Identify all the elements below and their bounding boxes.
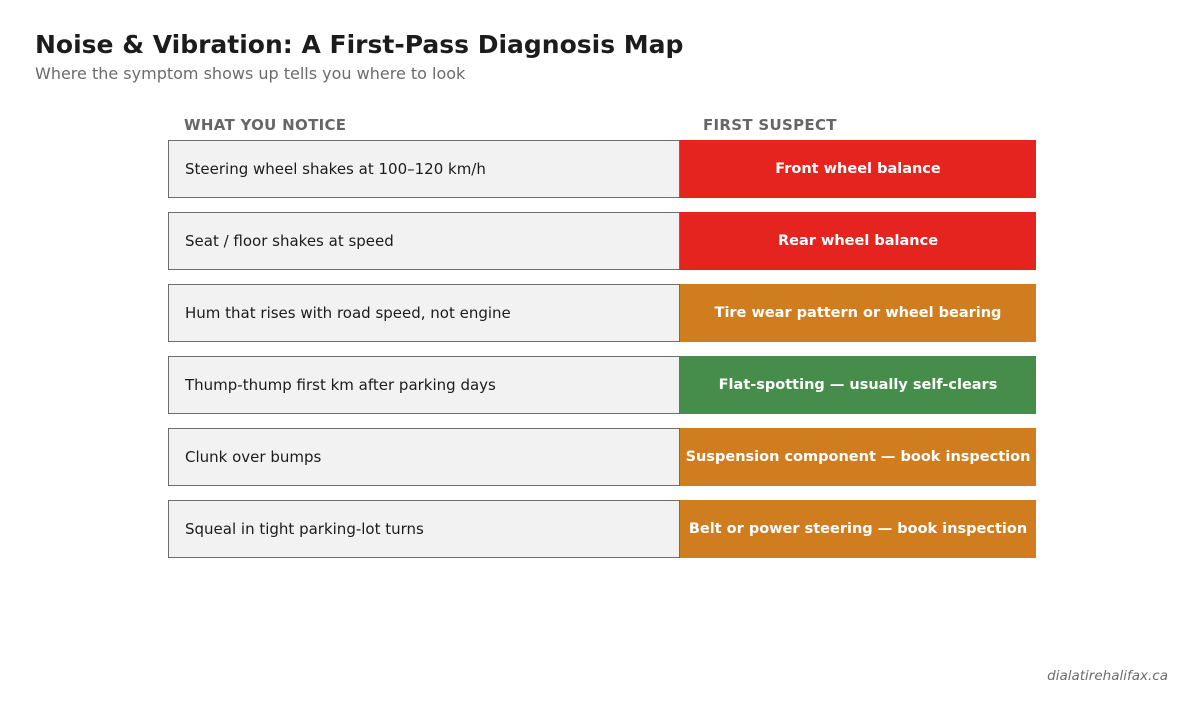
suspect-box: Flat-spotting — usually self-clears [680,356,1036,414]
diagnosis-row [168,284,1036,342]
diagnosis-row [168,212,1036,270]
symptom-box: Hum that rises with road speed, not engine [168,284,680,342]
diagnosis-row [168,428,1036,486]
column-header-symptom: WHAT YOU NOTICE [184,116,347,134]
diagnosis-map [168,140,1036,572]
suspect-box: Belt or power steering — book inspection [680,500,1036,558]
suspect-box: Front wheel balance [680,140,1036,198]
symptom-box: Steering wheel shakes at 100–120 km/h [168,140,680,198]
page-title: Noise & Vibration: A First-Pass Diagnosis Map [35,30,684,59]
diagnosis-row [168,140,1036,198]
diagnosis-row [168,500,1036,558]
suspect-box: Suspension component — book inspection [680,428,1036,486]
column-header-suspect: FIRST SUSPECT [703,116,837,134]
suspect-box: Rear wheel balance [680,212,1036,270]
symptom-box: Seat / floor shakes at speed [168,212,680,270]
page-subtitle: Where the symptom shows up tells you where to look [35,64,466,83]
symptom-box: Clunk over bumps [168,428,680,486]
symptom-box: Squeal in tight parking-lot turns [168,500,680,558]
symptom-box: Thump-thump first km after parking days [168,356,680,414]
footer-source: dialatirehalifax.ca [1047,668,1168,684]
diagnosis-row [168,356,1036,414]
suspect-box: Tire wear pattern or wheel bearing [680,284,1036,342]
